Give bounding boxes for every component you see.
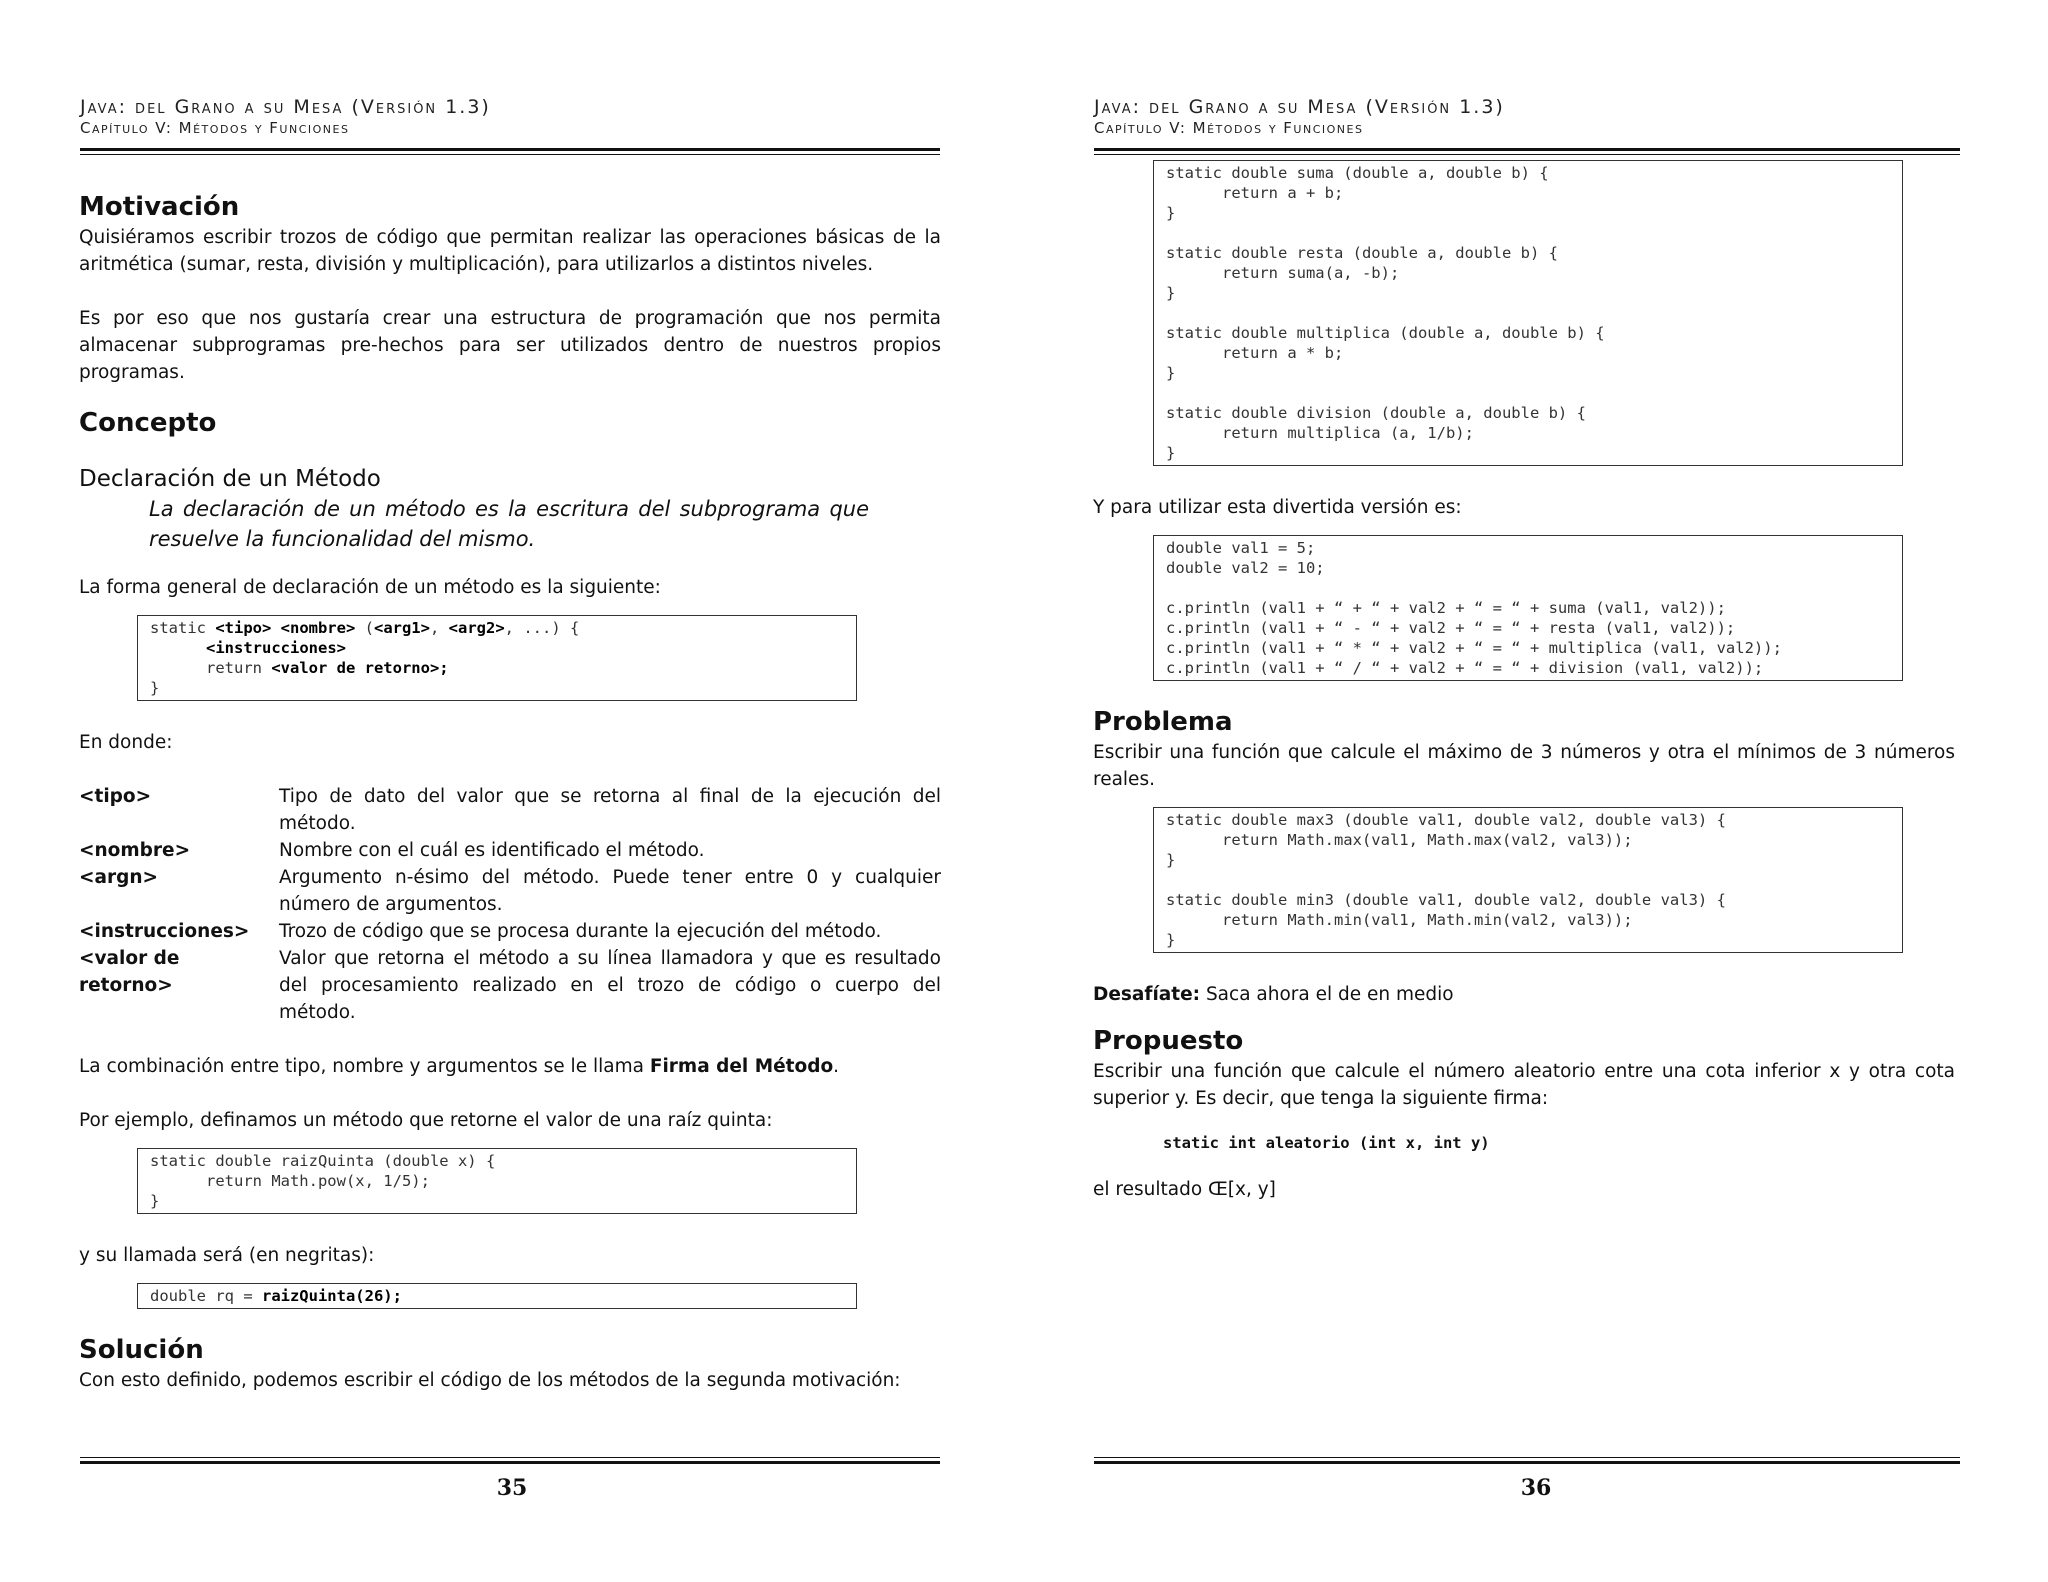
paragraph: Es por eso que nos gustaría crear una estructura de programación que nos permita almacenar subprogramas pre-hechos para ser utilizados dentro de nuestros propios programas. — [79, 308, 941, 383]
paragraph: Con esto definido, podemos escribir el código de los métodos de la segunda motivación: — [79, 1370, 901, 1391]
code-block-llamada: double rq = raizQuinta(26); — [137, 1283, 857, 1309]
header-rule — [80, 148, 940, 151]
term-row: <argn> Argumento n-ésimo del método. Puede tener entre 0 y cualquier número de argumentos. — [79, 867, 941, 915]
page-number: 36 — [1520, 1475, 1552, 1501]
section-title-propuesto: Propuesto — [1093, 1026, 1244, 1056]
term-list — [79, 783, 941, 1026]
code-block-operaciones: static double suma (double a, double b) { return a + b; } static double resta (double a, double b) { return suma(a, -b); } static double multiplica (double a, double b) { return a * b; } static double division (double a, double b) { return multiplica (a, 1/b); } — [1153, 160, 1903, 466]
paragraph-desafiate: Desafíate: Saca ahora el de en medio — [1093, 984, 1454, 1005]
paragraph: el resultado Œ[x, y] — [1093, 1179, 1276, 1200]
paragraph: Por ejemplo, definamos un método que retorne el valor de una raíz quinta: — [79, 1110, 773, 1131]
paragraph: Escribir una función que calcule el máximo de 3 números y otra el mínimos de 3 números reales. — [1093, 742, 1955, 790]
chapter-title: Capítulo V: Métodos y Funciones — [1094, 119, 1364, 137]
paragraph: Escribir una función que calcule el número aleatorio entre una cota inferior x y otra cota superior y. Es decir, que tenga la siguiente firma: — [1093, 1061, 1955, 1109]
header-rule-thin — [1094, 154, 1960, 155]
footer-rule — [80, 1461, 940, 1464]
term-row: <valor de retorno> Valor que retorna el método a su línea llamadora y que es resultado del procesamiento realizado en el trozo de código o cuerpo del método. — [79, 948, 941, 1023]
book-title: Java: del Grano a su Mesa (Versión 1.3) — [80, 96, 491, 118]
code-block-raiz: static double raizQuinta (double x) { return Math.pow(x, 1/5); } — [137, 1148, 857, 1214]
section-title-motivacion: Motivación — [79, 192, 240, 222]
footer-rule-thin — [80, 1457, 940, 1458]
left-content — [79, 190, 941, 1394]
paragraph: y su llamada será (en negritas): — [79, 1245, 375, 1266]
term-row: <instrucciones> Trozo de código que se procesa durante la ejecución del método. — [79, 921, 882, 942]
section-title-problema: Problema — [1093, 707, 1233, 737]
code-block-general: static <tipo> <nombre> (<arg1>, <arg2>, ...) { <instrucciones> return <valor de retorno>; } — [137, 615, 857, 701]
firma-code: static int aleatorio (int x, int y) — [1163, 1134, 1490, 1152]
term-row: <nombre> Nombre con el cuál es identificado el método. — [79, 840, 705, 861]
header-rule-thin — [80, 154, 940, 155]
right-page — [1024, 0, 2048, 1582]
page-header — [80, 96, 940, 138]
section-title-concepto: Concepto — [79, 408, 217, 438]
header-rule — [1094, 148, 1960, 151]
paragraph: En donde: — [79, 732, 173, 753]
code-block-uso: double val1 = 5; double val2 = 10; c.println (val1 + “ + “ + val2 + “ = “ + suma (val1, val2)); c.println (val1 + “ - “ + val2 + “ = “ + resta (val1, val2)); c.println (val1 + “ * “ + val2 + “ = “ + multiplica (val1, val2)); c.println (val1 + “ / “ + val2 + “ = “ + division (val1, val2)); — [1153, 535, 1903, 681]
paragraph: Y para utilizar esta divertida versión es: — [1093, 497, 1462, 518]
code-block-maxmin: static double max3 (double val1, double val2, double val3) { return Math.max(val1, Math.max(val2, val3)); } static double min3 (double val1, double val2, double val3) { return Math.min(val1, Math.min(val2, val3)); } — [1153, 807, 1903, 953]
section-title-solucion: Solución — [79, 1335, 204, 1365]
right-content — [1093, 160, 1955, 1203]
subsection-title: Declaración de un Método — [79, 466, 381, 492]
paragraph: Quisiéramos escribir trozos de código que permitan realizar las operaciones básicas de la aritmética (sumar, resta, división y multiplicación), para utilizarlos a distintos niveles. — [79, 227, 941, 275]
page-number: 35 — [496, 1475, 528, 1501]
paragraph-firma: La combinación entre tipo, nombre y argumentos se le llama Firma del Método. — [79, 1056, 840, 1077]
page-header — [1094, 96, 1954, 138]
footer-rule-thin — [1094, 1457, 1960, 1458]
term-row: <tipo> Tipo de dato del valor que se retorna al final de la ejecución del método. — [79, 786, 941, 834]
chapter-title: Capítulo V: Métodos y Funciones — [80, 119, 350, 137]
footer-rule — [1094, 1461, 1960, 1464]
paragraph: La forma general de declaración de un método es la siguiente: — [79, 577, 661, 598]
definition: La declaración de un método es la escritura del subprograma que resuelve la funcionalidad del mismo. — [149, 497, 869, 551]
book-title: Java: del Grano a su Mesa (Versión 1.3) — [1094, 96, 1505, 118]
